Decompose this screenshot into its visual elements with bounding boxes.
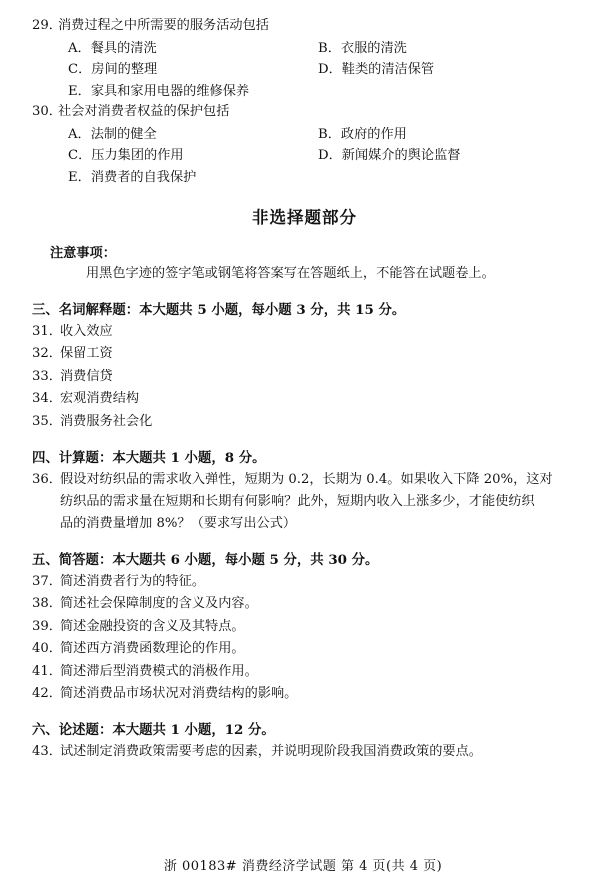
option-c[interactable]	[32, 59, 310, 80]
question-stem	[32, 16, 577, 37]
list-item	[32, 741, 577, 762]
list-item	[32, 343, 577, 364]
item-number: 32．	[32, 346, 62, 362]
item-number: 42．	[32, 685, 62, 701]
option-label: 家具和家用电器的维修保养	[90, 83, 250, 99]
list-item	[32, 661, 577, 682]
list-item	[32, 683, 577, 704]
list-item	[32, 388, 577, 409]
option-row	[32, 124, 577, 145]
item-number: 34．	[32, 391, 62, 407]
part-five-heading-lead: 五、简答题：	[32, 552, 113, 569]
option-letter: C．	[68, 62, 92, 78]
option-a[interactable]	[32, 38, 310, 59]
question-number: 30．	[32, 103, 62, 119]
item-number: 40．	[32, 641, 62, 657]
part-four-heading-lead: 四、计算题：	[32, 449, 113, 466]
notice-title: 注意事项：	[50, 245, 116, 261]
option-letter: D．	[318, 148, 342, 164]
option-b[interactable]	[310, 38, 407, 59]
item-text: 收入效应	[60, 324, 113, 340]
list-item	[32, 321, 577, 342]
item-text-continued: 品的消费量增加 8%？（要求写出公式）	[60, 515, 297, 531]
option-row	[32, 81, 577, 102]
option-group	[32, 124, 577, 188]
item-number: 35．	[32, 413, 62, 429]
part-three-heading-lead: 三、名词解释题：	[32, 302, 140, 319]
option-label: 新闻媒介的舆论监督	[341, 148, 461, 164]
question-text: 社会对消费者权益的保护包括	[58, 103, 230, 119]
part-six-heading-lead: 六、论述题：	[32, 722, 113, 739]
option-label: 压力集团的作用	[91, 148, 184, 164]
option-d[interactable]	[310, 59, 434, 80]
option-e[interactable]	[32, 167, 310, 188]
question-stem	[32, 102, 577, 123]
item-text: 宏观消费结构	[60, 391, 140, 407]
part-four-heading	[32, 447, 577, 466]
item-text: 简述西方消费函数理论的作用。	[60, 641, 245, 657]
option-a[interactable]	[32, 124, 310, 145]
item-text: 消费信贷	[60, 368, 113, 384]
option-row	[32, 167, 577, 188]
page-content	[32, 16, 577, 764]
part-six-heading	[32, 719, 577, 738]
option-label: 政府的作用	[340, 126, 407, 142]
item-number: 43．	[32, 744, 62, 760]
option-row	[32, 59, 577, 80]
option-label: 法制的健全	[90, 126, 157, 142]
item-text: 简述社会保障制度的含义及内容。	[60, 596, 258, 612]
item-number: 39．	[32, 618, 62, 634]
item-text: 保留工资	[60, 346, 113, 362]
item-number: 36．	[32, 471, 62, 487]
item-number: 41．	[32, 663, 62, 679]
option-letter: C．	[68, 148, 92, 164]
item-number: 31．	[32, 324, 62, 340]
part-five-heading	[32, 549, 577, 568]
option-group	[32, 38, 577, 102]
item-text: 简述消费品市场状况对消费结构的影响。	[60, 685, 298, 701]
item-text-continued: 纺织品的需求量在短期和长期有何影响？此外，短期内收入上涨多少，才能使纺织	[60, 494, 535, 510]
option-row	[32, 38, 577, 59]
option-letter: E．	[68, 169, 91, 185]
option-label: 消费者的自我保护	[90, 169, 197, 185]
option-d[interactable]	[310, 145, 460, 166]
item-text: 简述金融投资的含义及其特点。	[60, 618, 245, 634]
item-number: 37．	[32, 574, 62, 590]
option-row	[32, 145, 577, 166]
list-item	[32, 469, 577, 490]
list-item	[32, 616, 577, 637]
part-six-heading-rest: 本大题共 1 小题，12 分。	[112, 722, 275, 739]
item-text: 简述滞后型消费模式的消极作用。	[60, 663, 258, 679]
option-letter: E．	[68, 83, 91, 99]
list-item	[32, 638, 577, 659]
list-item	[32, 366, 577, 387]
option-letter: D．	[318, 62, 342, 78]
part-three-heading	[32, 299, 577, 318]
option-letter: B．	[318, 126, 341, 142]
question-text: 消费过程之中所需要的服务活动包括	[58, 18, 269, 33]
option-label: 鞋类的清洁保管	[341, 62, 435, 78]
item-text: 假设对纺织品的需求收入弹性，短期为 0.2，长期为 0.4。如果收入下降 20%，这对	[60, 471, 553, 487]
list-item	[32, 593, 577, 614]
notice-body: 用黑色字迹的签字笔或钢笔将答案写在答题纸上，不能答在试题卷上。	[86, 265, 495, 281]
section-title: 非选择题部分	[252, 207, 357, 227]
item-text: 试述制定消费政策需要考虑的因素，并说明现阶段我国消费政策的要点。	[60, 744, 482, 760]
page-footer: 浙 00183# 消费经济学试题 第 4 页(共 4 页)	[163, 859, 443, 874]
list-item	[32, 571, 577, 592]
item-number: 33．	[32, 368, 62, 384]
option-label: 房间的整理	[91, 62, 158, 78]
part-four-heading-rest: 本大题共 1 小题，8 分。	[112, 449, 266, 466]
part-three-heading-rest: 本大题共 5 小题，每小题 3 分，共 15 分。	[139, 302, 406, 319]
item-text: 简述消费者行为的特征。	[60, 574, 206, 590]
part-five-heading-rest: 本大题共 6 小题，每小题 5 分，共 30 分。	[112, 552, 379, 569]
option-e[interactable]	[32, 81, 310, 102]
option-label: 衣服的清洗	[340, 40, 407, 56]
list-item	[32, 411, 577, 432]
option-letter: A．	[68, 40, 91, 56]
question-number: 29．	[32, 18, 62, 33]
option-label: 餐具的清洗	[90, 40, 157, 56]
option-letter: A．	[68, 126, 91, 142]
item-number: 38．	[32, 596, 62, 612]
option-c[interactable]	[32, 145, 310, 166]
option-b[interactable]	[310, 124, 407, 145]
item-text: 消费服务社会化	[60, 413, 153, 429]
option-letter: B．	[318, 40, 341, 56]
